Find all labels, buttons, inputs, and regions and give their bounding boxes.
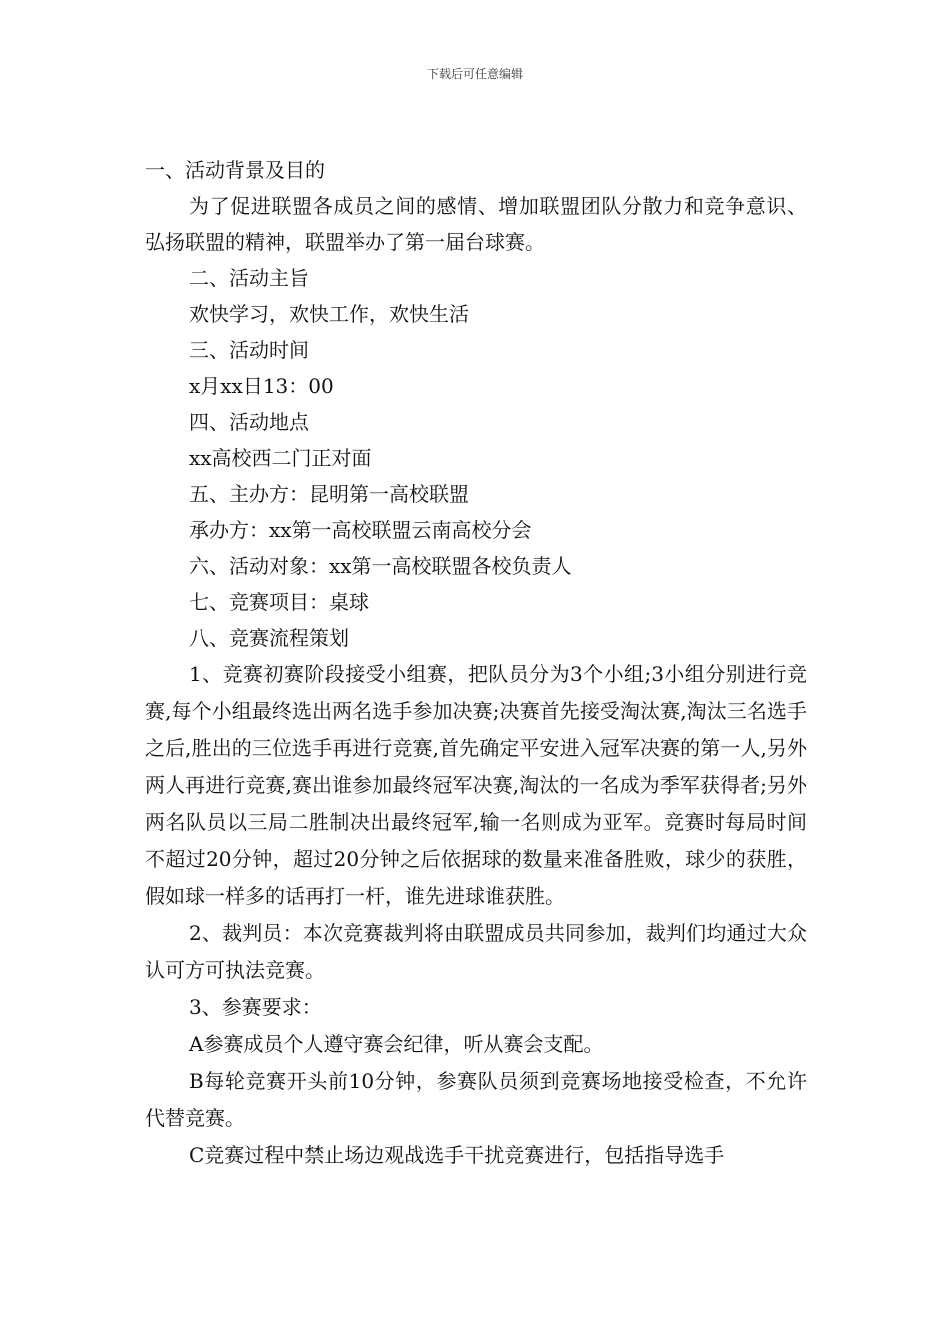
section-heading-time: 三、活动时间 xyxy=(189,338,309,362)
section-heading-location: 四、活动地点 xyxy=(189,410,309,434)
paragraph-location: xx高校西二门正对面 xyxy=(189,446,372,470)
section-heading-background: 一、活动背景及目的 xyxy=(145,158,325,182)
paragraph-time: x月xx日13：00 xyxy=(189,374,334,398)
paragraph-co-organizer: 承办方：xx第一高校联盟云南高校分会 xyxy=(189,518,532,542)
paragraph-background: 为了促进联盟各成员之间的感情、增加联盟团队分散力和竞争意识、弘扬联盟的精神，联盟举办了第一届台球赛。 xyxy=(145,194,807,254)
paragraph-requirement-c: C竞赛过程中禁止场边观战选手干扰竞赛进行，包括指导选手 xyxy=(189,1143,725,1167)
section-heading-audience: 六、活动对象：xx第一高校联盟各校负责人 xyxy=(189,554,572,578)
paragraph-requirement-a: A参赛成员个人遵守赛会纪律，听从赛会支配。 xyxy=(189,1032,604,1056)
section-heading-theme: 二、活动主旨 xyxy=(189,266,309,290)
paragraph-requirement-b: B每轮竞赛开头前10分钟，参赛队员须到竞赛场地接受检查，不允许代替竞赛。 xyxy=(145,1069,807,1130)
document-body xyxy=(145,152,807,1174)
paragraph-requirements-heading: 3、参赛要求： xyxy=(189,995,322,1019)
paragraph-process-rules: 1、竞赛初赛阶段接受小组赛，把队员分为3个小组;3小组分别进行竞赛,每个小组最终选出两名选手参加决赛;决赛首先接受淘汰赛,淘汰三名选手之后,胜出的三位选手再进行竞赛,首先确定平安进入冠军决赛的第一人,另外两人再进行竞赛,赛出谁参加最终冠军决赛,淘汰的一名成为季军获得者;另外两名队员以三局二胜制决出最终冠军,输一名则成为亚军。竞赛时每局时间不超过20分钟，超过20分钟之后依据球的数量来准备胜败，球少的获胜，假如球一样多的话再打一杆，谁先进球谁获胜。 xyxy=(145,662,807,908)
paragraph-theme: 欢快学习，欢快工作，欢快生活 xyxy=(189,302,469,326)
paragraph-referees: 2、裁判员：本次竞赛裁判将由联盟成员共同参加，裁判们均通过大众认可方可执法竞赛。 xyxy=(145,921,807,982)
section-heading-process: 八、竞赛流程策划 xyxy=(189,626,349,650)
section-heading-organizer: 五、主办方：昆明第一高校联盟 xyxy=(189,482,469,506)
section-heading-event: 七、竞赛项目：桌球 xyxy=(189,590,369,614)
page-header-note: 下载后可任意编辑 xyxy=(426,67,523,81)
